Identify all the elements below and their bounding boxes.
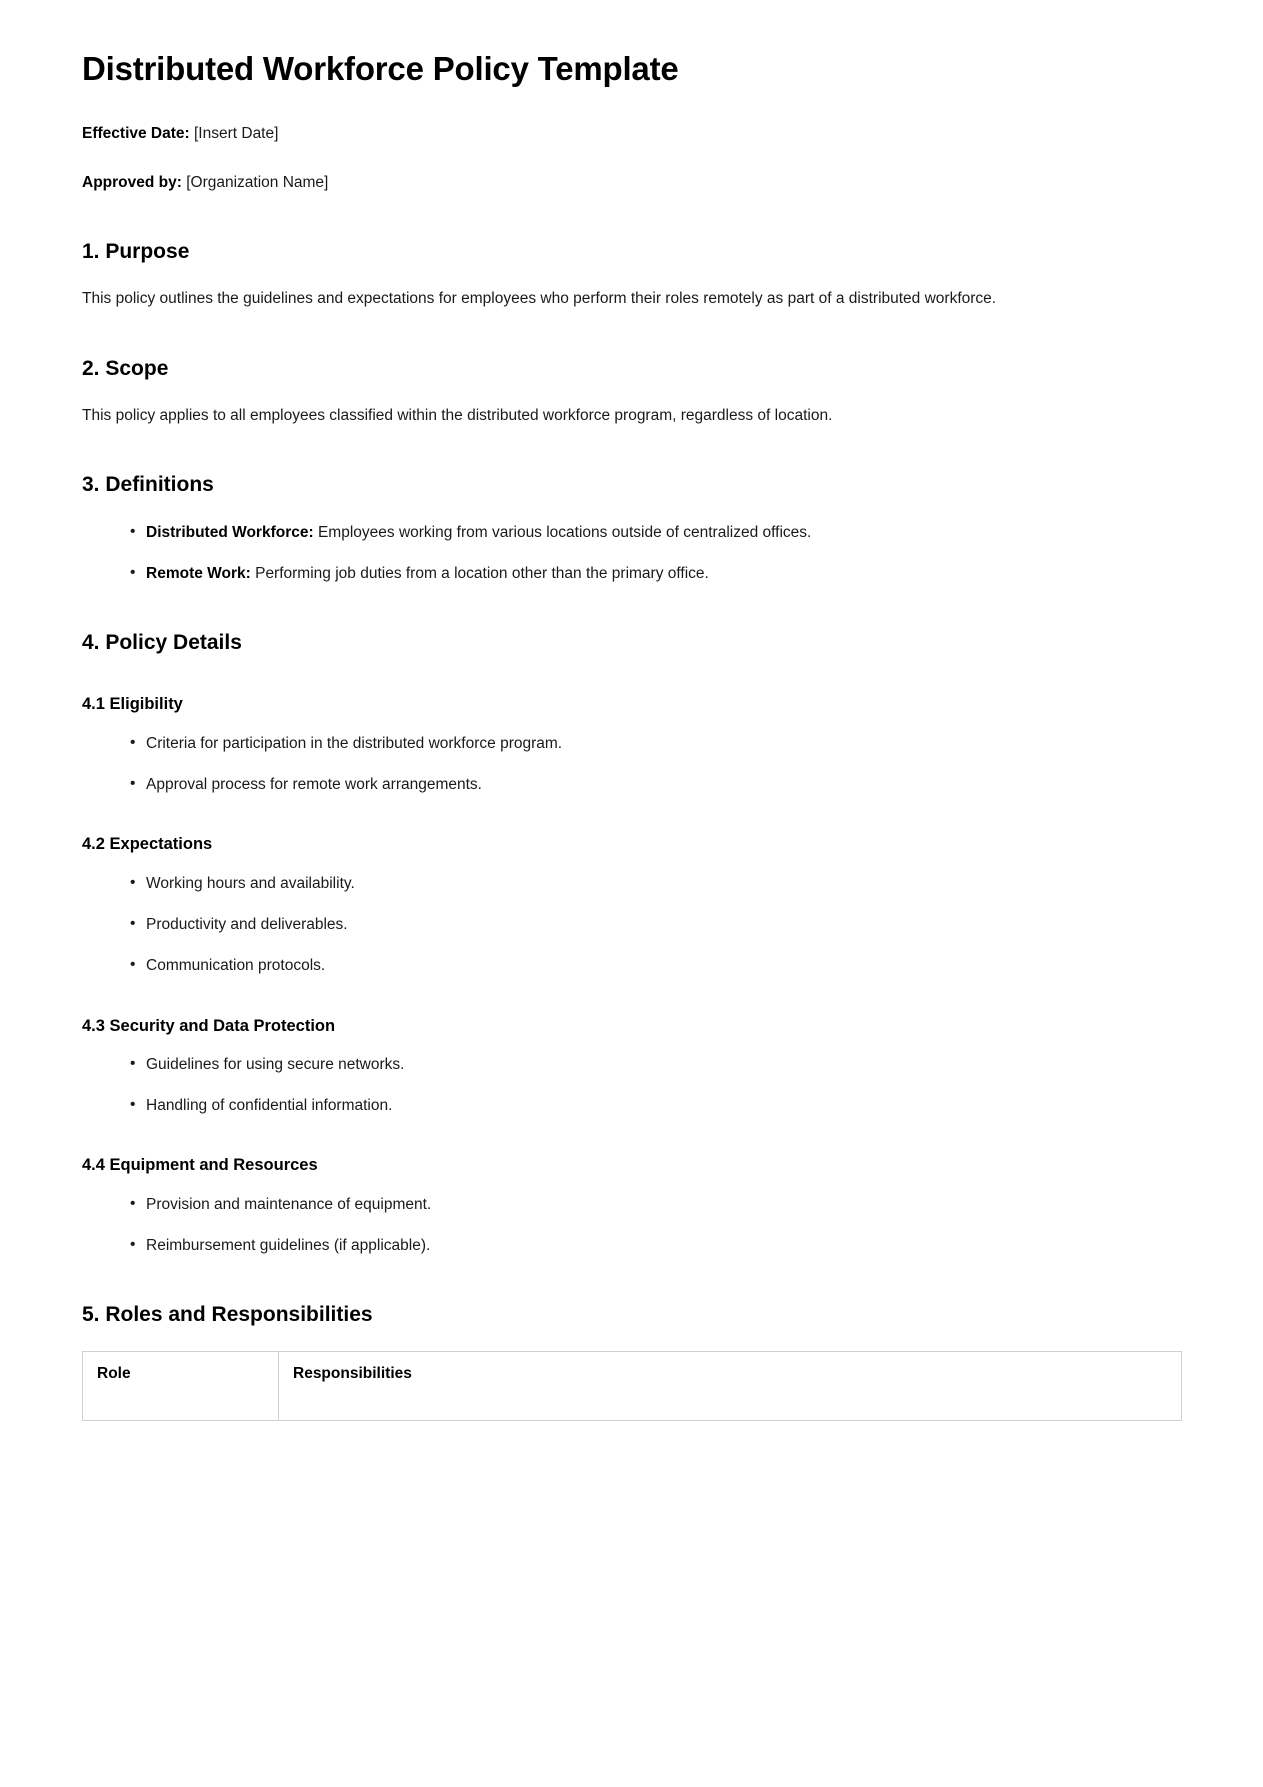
section-heading-policy-details: 4. Policy Details [82,631,242,655]
section-heading-definitions: 3. Definitions [82,473,214,497]
subsection-heading-security-and-data-protection: 4.3 Security and Data Protection [82,1016,336,1035]
table-header-row [83,1351,1182,1420]
subsection-heading-eligibility: 4.1 Eligibility [82,695,183,714]
equipment-list [82,1193,1181,1258]
roles-table-head [83,1351,1182,1420]
approved-by-line [82,172,1181,194]
page-title: Distributed Workforce Policy Template [82,50,679,87]
column-header-responsibilities: Responsibilities [279,1351,1182,1420]
section-heading-scope: 2. Scope [82,356,169,380]
column-header-role: Role [83,1351,279,1420]
list-item: • Reimbursement guidelines (if applicable). [82,1234,1181,1257]
list-item: • Working hours and availability. [82,872,1181,895]
expectations-list [82,872,1181,978]
roles-table [82,1351,1182,1421]
section-paragraph-purpose: This policy outlines the guidelines and expectations for employees who perform their roles remotely as part of a distributed workforce. [82,290,997,308]
section-heading-roles-and-responsibilities: 5. Roles and Responsibilities [82,1303,373,1327]
list-item: • Guidelines for using secure networks. [82,1053,1181,1076]
list-item [82,521,1181,544]
list-item: • Handling of confidential information. [82,1094,1181,1117]
subsection-heading-expectations: 4.2 Expectations [82,835,213,854]
list-item: • Provision and maintenance of equipment. [82,1193,1181,1216]
list-item: • Criteria for participation in the distributed workforce program. [82,732,1181,755]
list-item: • Communication protocols. [82,954,1181,977]
section-heading-purpose: 1. Purpose [82,240,190,264]
effective-date-label: Effective Date: [82,125,190,143]
section-paragraph-scope: This policy applies to all employees classified within the distributed workforce program, regardless of location. [82,407,833,425]
list-item [82,562,1181,585]
definition-term: Distributed Workforce: [146,523,314,541]
definition-text: Performing job duties from a location other than the primary office. [250,564,709,582]
list-item: • Productivity and deliverables. [82,913,1181,936]
security-list [82,1053,1181,1118]
definition-term: Remote Work: [146,564,251,582]
definitions-list [82,521,1181,586]
definition-text: Employees working from various locations outside of centralized offices. [313,523,812,541]
eligibility-list [82,732,1181,797]
subsection-heading-equipment-and-resources: 4.4 Equipment and Resources [82,1156,318,1175]
list-item: • Approval process for remote work arrangements. [82,773,1181,796]
effective-date-value: [Insert Date] [189,125,279,143]
roles-table-wrapper [82,1351,1181,1421]
approved-by-value: [Organization Name] [181,173,329,191]
approved-by-label: Approved by: [82,173,182,191]
effective-date-line [82,123,1181,145]
